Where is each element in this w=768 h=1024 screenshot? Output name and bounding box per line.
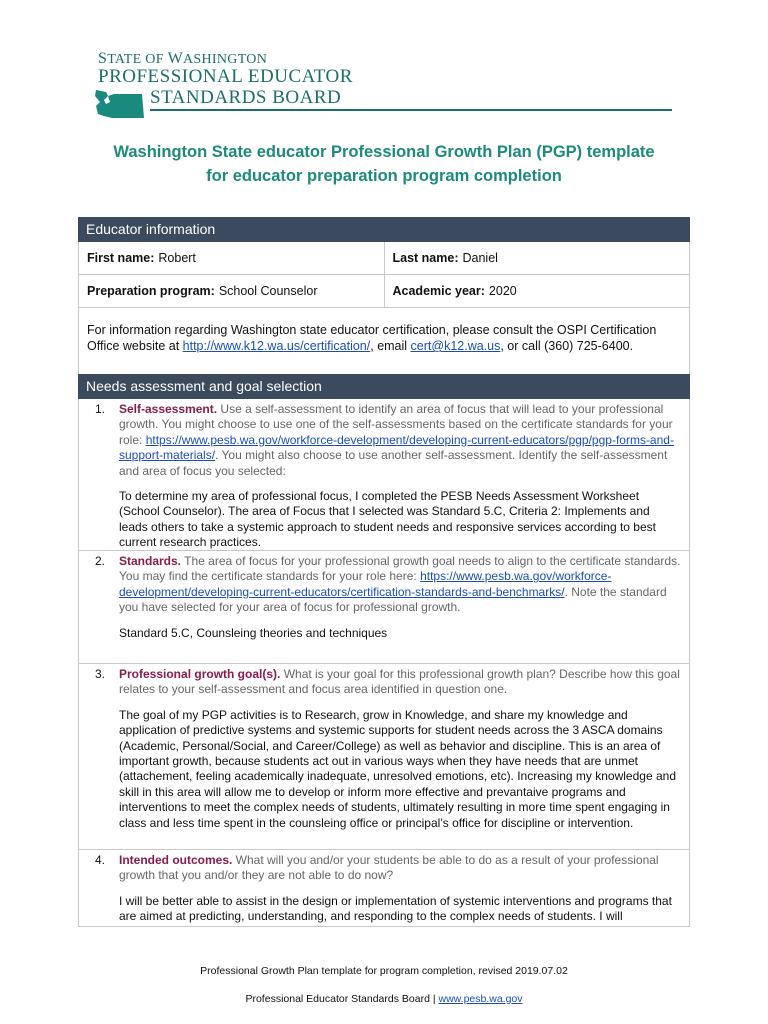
question-keyword: Intended outcomes. (119, 853, 233, 867)
certification-standards-link[interactable]: https://www.pesb.wa.gov/workforce-development/developing-current-educators/certification-standards-and-benchmarks/ (119, 569, 612, 599)
first-name-value: Robert (158, 251, 196, 265)
educator-information-panel (78, 217, 690, 376)
logo-line-standards-board: STANDARDS BOARD (150, 87, 342, 108)
footer-board (0, 993, 768, 1005)
certification-info-text-3: , or call (360) 725-6400. (500, 339, 634, 353)
question-professional-growth-goals (78, 664, 690, 850)
question-standards (78, 551, 690, 664)
program-cell (79, 275, 384, 307)
question-prompt-text: What is your goal for this professional growth plan? Describe how this goal relates to your self-assessment and focus area identified in question one. (119, 667, 680, 697)
washington-state-icon (92, 88, 146, 120)
pesb-website-link[interactable]: www.pesb.wa.gov (438, 993, 523, 1005)
question-prompt-text: Use a self-assessment to identify an area of focus that will lead to your professional growth. You might choose to use one of the self-assessments based on the certificate standards for your role: (119, 402, 673, 447)
question-prompt-text: What will you and/or your students be able to do as a result of your professional growth that you and/or they are not able to do now? (119, 853, 659, 883)
ospi-certification-link[interactable]: http://www.k12.wa.us/certification/ (182, 339, 371, 353)
first-name-cell (79, 242, 384, 274)
question-prompt (119, 554, 681, 616)
educator-information-heading: Educator information (78, 217, 690, 242)
question-keyword: Self-assessment. (119, 402, 218, 416)
document-title-line-1: Washington State educator Professional Growth Plan (PGP) template (113, 143, 655, 161)
name-row (78, 242, 690, 275)
document-title-line-2: for educator preparation program completion (206, 167, 562, 185)
question-number: 2. (95, 554, 106, 568)
question-intended-outcomes (78, 850, 690, 927)
question-number: 4. (95, 853, 106, 867)
question-number: 3. (95, 667, 106, 681)
question-self-assessment (78, 399, 690, 551)
answer-text[interactable]: To determine my area of professional focus, I completed the PESB Needs Assessment Worksheet (School Counselor). The area of Focus that I selected was Standard 5.C, Criteria 2: Implements and leads others to take a systemic approach to student needs and responsive services according to best current research practices. (119, 489, 656, 550)
question-keyword: Professional growth goal(s). (119, 667, 281, 681)
question-prompt-text-after: . Note the standard you have selected for your area of focus for professional growth. (119, 584, 667, 615)
document-title (60, 140, 708, 188)
pgp-forms-link[interactable]: https://www.pesb.wa.gov/workforce-development/developing-current-educators/pgp/pgp-forms-and-support-materials/ (119, 432, 674, 463)
logo-line-professional-educator: PROFESSIONAL EDUCATOR (98, 66, 353, 87)
certification-info-text: For information regarding Washington state educator certification, please consult the OSPI Certification Office website at (87, 323, 657, 353)
answer-text[interactable]: I will be better able to assist in the design or implementation of systemic interventions and programs that are aimed at predicting, understanding, and responding to the complex needs of students. I will (119, 893, 672, 924)
academic-year-cell (384, 275, 690, 307)
footer-revision: Professional Growth Plan template for program completion, revised 2019.07.02 (200, 965, 568, 977)
academic-year-value: 2020 (488, 284, 517, 298)
logo-rule (150, 109, 672, 111)
question-prompt (119, 667, 681, 698)
question-prompt-text: The area of focus for your professional growth goal needs to align to the certificate standards. You may find the certificate standards for your role here: (119, 554, 681, 584)
logo-state-line: STATE OF WASHINGTON (98, 50, 268, 67)
cert-email-link[interactable]: cert@k12.wa.us (410, 339, 501, 353)
certification-info-text-2: , email (370, 339, 411, 353)
needs-assessment-heading: Needs assessment and goal selection (78, 374, 690, 399)
answer-text[interactable]: Standard 5.C, Counsleing theories and techniques (119, 625, 388, 640)
needs-assessment-panel (78, 374, 690, 927)
program-label: Preparation program: (87, 284, 215, 298)
question-number: 1. (95, 402, 106, 416)
program-row (78, 275, 690, 308)
pesb-logo (92, 50, 692, 120)
first-name-label: First name: (87, 251, 155, 265)
last-name-label: Last name: (392, 251, 459, 265)
question-prompt (119, 853, 681, 884)
question-keyword: Standards. (119, 554, 182, 568)
question-prompt-text-after: . You might also choose to use another self-assessment. Identify the self-assessment and area of focus you selected: (119, 448, 668, 478)
academic-year-label: Academic year: (392, 284, 485, 298)
program-value: School Counselor (218, 284, 318, 298)
last-name-value: Daniel (462, 251, 498, 265)
answer-text[interactable]: The goal of my PGP activities is to Research, grow in Knowledge, and share my knowledge and application of predictive systems and systemic supports for student needs across the 3 ASCA domains (Academic, Personal/Social, and Career/College) as well as behavior and discipline. This is an area of important growth, because students act out in various ways when they have needs that are unmet (attachement, feeling academically inadequate, unresolved emotions, etc). Increasing my knowledge and skill in this area will allow me to develop or inform more effective and prevantaive programs and interventions to meet the complex needs of students, ultimately resulting in more time spent engaging in class and less time spent in the counsleing office or principal’s office for discipline or intervention. (119, 707, 676, 830)
last-name-cell (384, 242, 690, 274)
certification-info (78, 308, 690, 376)
question-prompt (119, 402, 681, 479)
footer-board-text: Professional Educator Standards Board | (245, 993, 439, 1005)
